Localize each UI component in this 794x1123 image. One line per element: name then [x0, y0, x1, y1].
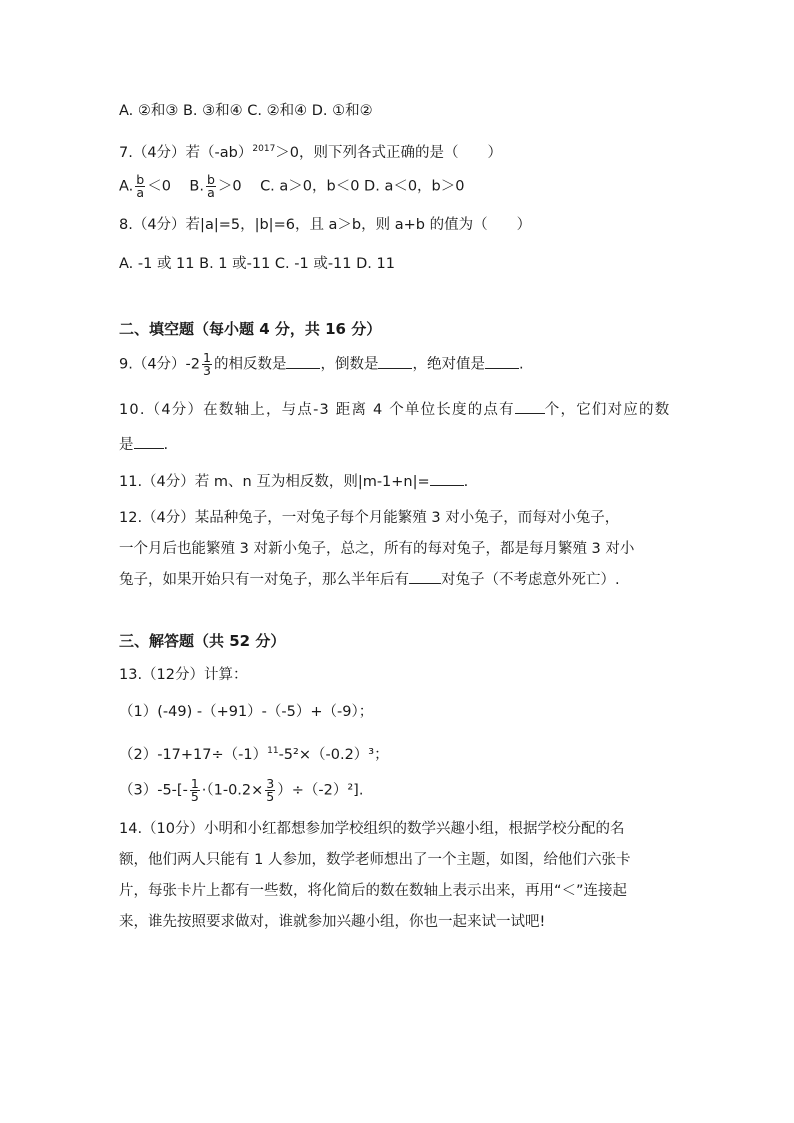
- q13-part-1: （1）(-49) -（+91）-（-5）+（-9）；: [119, 704, 374, 720]
- q7-option-a-relation: ＜0: [147, 178, 171, 195]
- q14-line-3: 片，每张卡片上都有一些数，将化简后的数在数轴上表示出来，再用“＜”连接起: [119, 883, 628, 899]
- q13-p3-denominator-1: 5: [190, 789, 199, 804]
- q9-fraction: [202, 352, 212, 377]
- q9-blank-1[interactable]: [286, 354, 320, 369]
- q7-stem-pre: 7.（4分）若（-ab）: [119, 144, 253, 161]
- q13-p2-post: -5²×（-0.2）³；: [278, 746, 389, 763]
- q12-line3-pre: 兔子，如果开始只有一对兔子，那么半年后有: [119, 572, 409, 588]
- q7-option-b-relation: ＞0: [217, 178, 242, 195]
- q14-line-1: 14.（10分）小明和小红都想参加学校组织的数学兴趣小组，根据学校分配的名: [119, 821, 625, 837]
- q7-b-numerator: b: [206, 172, 215, 187]
- q13-p3-mid: ·（1-0.2×: [201, 782, 264, 799]
- q12-line-1: 12.（4分）某品种兔子，一对兔子每个月能繁殖 3 对小兔子，而每对小兔子，: [119, 510, 620, 526]
- q10-line1-pre: 10.（4分）在数轴上，与点-3 距离 4 个单位长度的点有: [119, 402, 515, 418]
- q14-line-2: 额，他们两人只能有 1 人参加，数学老师想出了一个主题，如图，给他们六张卡: [119, 852, 631, 868]
- q13-p2-pre: （2）-17+17÷（-1）: [119, 746, 268, 763]
- q7-exponent: 2017: [252, 144, 276, 154]
- q9-blank-2[interactable]: [378, 354, 412, 369]
- q11-pre: 11.（4分）若 m、n 互为相反数，则|m-1+n|=: [119, 474, 430, 490]
- q6-options: A. ②和③ B. ③和④ C. ②和④ D. ①和②: [119, 103, 373, 119]
- q10-line1-post: 个，它们对应的数: [544, 402, 671, 418]
- q9-numerator: 1: [203, 350, 211, 365]
- q12-line-2: 一个月后也能繁殖 3 对新小兔子，总之，所有的每对兔子，都是每月繁殖 3 对小: [119, 541, 635, 557]
- q10-line2-pre: 是: [119, 437, 134, 453]
- q14-line-4: 来，谁先按照要求做对，谁就参加兴趣小组，你也一起来试一试吧!: [119, 914, 546, 930]
- q7-option-a-label: A.: [119, 178, 134, 195]
- q13-p2-exponent: 11: [267, 746, 279, 756]
- section3-title: 三、解答题（共 52 分）: [119, 632, 286, 650]
- q12-blank[interactable]: [409, 569, 441, 584]
- q10-line2-post: .: [163, 437, 169, 453]
- q9-text-3: ，绝对值是: [412, 356, 485, 373]
- section2-title: 二、填空题（每小题 4 分，共 16 分）: [119, 320, 382, 338]
- q13-p3-numerator-2: 3: [266, 776, 275, 791]
- q9-denominator: 3: [203, 363, 211, 378]
- q13-part-2: [119, 740, 389, 766]
- q7-options: [119, 174, 464, 199]
- q7-option-a-fraction: [135, 174, 145, 199]
- q9-pre: 9.（4分）-2: [119, 356, 201, 373]
- q10-line-1: [119, 399, 670, 421]
- q13-p3-fraction-2: [265, 778, 275, 803]
- q11-end: .: [463, 474, 469, 490]
- q7-b-denominator: a: [207, 185, 215, 200]
- q7-a-denominator: a: [136, 185, 145, 200]
- q7-options-c-d: C. a＞0，b＜0 D. a＜0，b＞0: [260, 178, 465, 195]
- q7-option-b-fraction: [206, 174, 216, 199]
- q11: [119, 471, 468, 493]
- q12-line-3: [119, 569, 620, 591]
- q13-stem: 13.（12分）计算：: [119, 667, 248, 683]
- q9-text-2: ，倒数是: [320, 356, 379, 373]
- q13-p3-post: ）÷（-2）²].: [277, 782, 364, 799]
- q10-line-2: [119, 434, 168, 456]
- q7-option-b-label: B.: [189, 178, 204, 195]
- q13-p3-denominator-2: 5: [266, 789, 275, 804]
- q10-blank-2[interactable]: [134, 434, 164, 449]
- q13-p3-pre: （3）-5-[-: [119, 782, 188, 799]
- q10-blank-1[interactable]: [515, 399, 545, 414]
- q13-part-3: [119, 778, 363, 803]
- q7-stem-post: ＞0，则下列各式正确的是（ ）: [275, 144, 503, 161]
- q9-text-1: 的相反数是: [213, 356, 287, 373]
- q11-blank[interactable]: [430, 471, 464, 486]
- q9-end: .: [518, 356, 524, 373]
- q7-a-numerator: b: [136, 172, 145, 187]
- q8-options: A. -1 或 11 B. 1 或-11 C. -1 或-11 D. 11: [119, 256, 395, 272]
- q13-p3-numerator-1: 1: [190, 776, 199, 791]
- q7-stem: [119, 138, 502, 164]
- q9: [119, 352, 524, 377]
- q9-blank-3[interactable]: [485, 354, 519, 369]
- q12-line3-post: 对兔子（不考虑意外死亡）.: [441, 572, 620, 588]
- q8-stem: 8.（4分）若|a|=5，|b|=6，且 a＞b，则 a+b 的值为（ ）: [119, 217, 532, 233]
- q13-p3-fraction-1: [190, 778, 200, 803]
